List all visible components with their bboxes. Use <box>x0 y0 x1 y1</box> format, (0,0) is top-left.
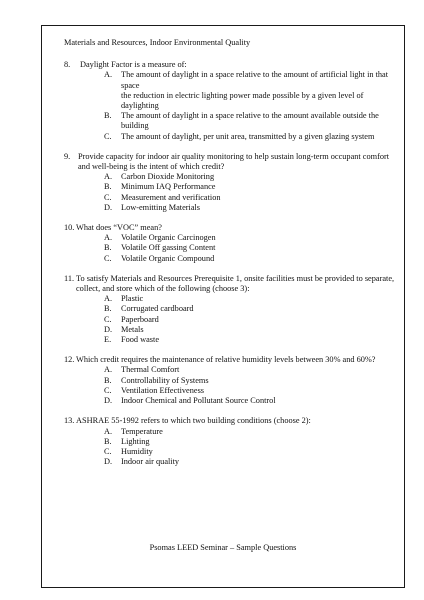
answer-option <box>104 91 396 111</box>
question-9 <box>64 152 396 213</box>
option-text: Indoor Chemical and Pollutant Source Control <box>121 396 276 406</box>
answer-options <box>104 70 396 141</box>
option-letter: A. <box>104 294 113 304</box>
answer-option <box>104 376 396 386</box>
option-text: The amount of daylight in a space relative to the amount of artificial light in that space <box>121 70 389 90</box>
answer-option <box>104 325 396 335</box>
option-letter: C. <box>104 131 112 141</box>
answer-option <box>104 172 396 182</box>
question-number: 13. <box>64 416 75 426</box>
answer-option <box>104 304 396 314</box>
option-text: Food waste <box>121 335 160 345</box>
answer-option <box>104 457 396 467</box>
option-text: Temperature <box>121 426 163 436</box>
option-text: The amount of daylight, per unit area, transmitted by a given glazing system <box>121 131 375 141</box>
answer-option <box>104 182 396 192</box>
answer-option <box>104 132 396 142</box>
option-letter: A. <box>104 365 113 375</box>
option-letter <box>104 91 121 111</box>
option-text: Volatile Off gassing Content <box>121 243 216 253</box>
question-12 <box>64 355 396 406</box>
option-letter: A. <box>104 233 113 243</box>
question-list <box>64 60 396 467</box>
option-letter: B. <box>104 182 112 192</box>
option-text: Indoor air quality <box>121 457 180 467</box>
question-text: ASHRAE 55-1992 refers to which two building conditions (choose 2): <box>76 416 311 426</box>
answer-option <box>104 203 396 213</box>
answer-options <box>104 365 396 406</box>
answer-option <box>104 70 396 90</box>
option-letter: B. <box>104 436 112 446</box>
option-letter: C. <box>104 385 112 395</box>
option-text: Metals <box>121 324 144 334</box>
answer-option <box>104 315 396 325</box>
question-13 <box>64 416 396 467</box>
question-stem <box>64 223 396 233</box>
page-content <box>64 38 396 477</box>
answer-option <box>104 427 396 437</box>
question-11 <box>64 274 396 345</box>
answer-option <box>104 386 396 396</box>
question-stem <box>64 60 396 70</box>
question-text: Provide capacity for indoor air quality monitoring to help sustain long-term occupant comfort and well-being is the intent of which credit? <box>78 151 390 172</box>
option-text: Carbon Dioxide Monitoring <box>121 172 215 182</box>
option-text: Ventilation Effectiveness <box>121 385 205 395</box>
page-heading: Materials and Resources, Indoor Environmental Quality <box>64 38 251 47</box>
answer-option <box>104 365 396 375</box>
question-number: 11. <box>64 273 75 283</box>
option-text: Plastic <box>121 294 144 304</box>
question-stem <box>64 355 396 365</box>
answer-option <box>104 243 396 253</box>
option-text: Volatile Organic Carcinogen <box>121 233 216 243</box>
question-text: What does “VOC” mean? <box>76 223 162 233</box>
question-number: 10. <box>64 223 75 233</box>
option-letter: E. <box>104 335 112 345</box>
option-letter: A. <box>104 172 113 182</box>
option-letter: C. <box>104 192 112 202</box>
answer-option <box>104 254 396 264</box>
answer-options <box>104 172 396 213</box>
option-letter: D. <box>104 457 113 467</box>
answer-option <box>104 437 396 447</box>
option-letter: C. <box>104 314 112 324</box>
answer-options <box>104 294 396 345</box>
question-8 <box>64 60 396 142</box>
option-text: Minimum IAQ Performance <box>121 182 216 192</box>
answer-option <box>104 396 396 406</box>
answer-option <box>104 111 396 131</box>
question-text: Which credit requires the maintenance of relative humidity levels between 30% and 60%? <box>76 355 376 365</box>
option-text: Volatile Organic Compound <box>121 253 215 263</box>
option-letter: A. <box>104 426 113 436</box>
option-letter: B. <box>104 243 112 253</box>
option-text: Low-emitting Materials <box>121 202 201 212</box>
option-text: Humidity <box>121 446 153 456</box>
answer-options <box>104 427 396 468</box>
question-number: 9. <box>64 151 71 161</box>
option-letter: D. <box>104 202 113 212</box>
option-text: The amount of daylight in a space relative to the amount available outside the building <box>121 111 379 131</box>
option-text: Controllability of Systems <box>121 375 209 385</box>
answer-options <box>104 233 396 264</box>
question-stem <box>64 416 396 426</box>
option-letter: D. <box>104 324 113 334</box>
document-page <box>41 25 405 588</box>
page-footer: Psomas LEED Seminar – Sample Questions <box>149 543 297 552</box>
option-letter: B. <box>104 111 112 121</box>
option-text: Lighting <box>121 436 150 446</box>
option-letter: C. <box>104 446 112 456</box>
answer-option <box>104 294 396 304</box>
question-10 <box>64 223 396 264</box>
option-text: Paperboard <box>121 314 159 324</box>
option-text: Thermal Comfort <box>121 365 180 375</box>
question-stem <box>64 274 396 294</box>
option-text: the reduction in electric lighting power made possible by a given level of daylighting <box>121 90 364 111</box>
option-letter: B. <box>104 375 112 385</box>
option-letter: D. <box>104 396 113 406</box>
answer-option <box>104 335 396 345</box>
option-letter: B. <box>104 304 112 314</box>
question-number: 8. <box>64 60 71 70</box>
option-letter: A. <box>104 70 113 80</box>
answer-option <box>104 233 396 243</box>
option-text: Measurement and verification <box>121 192 221 202</box>
option-text: Corrugated cardboard <box>121 304 194 314</box>
question-number: 12. <box>64 355 75 365</box>
answer-option <box>104 193 396 203</box>
question-text: Daylight Factor is a measure of: <box>80 60 187 70</box>
answer-option <box>104 447 396 457</box>
option-letter: C. <box>104 253 112 263</box>
question-stem <box>64 152 396 172</box>
question-text: To satisfy Materials and Resources Prerequisite 1, onsite facilities must be provided to separate, collect, and store which of the following (choose 3): <box>76 273 395 294</box>
